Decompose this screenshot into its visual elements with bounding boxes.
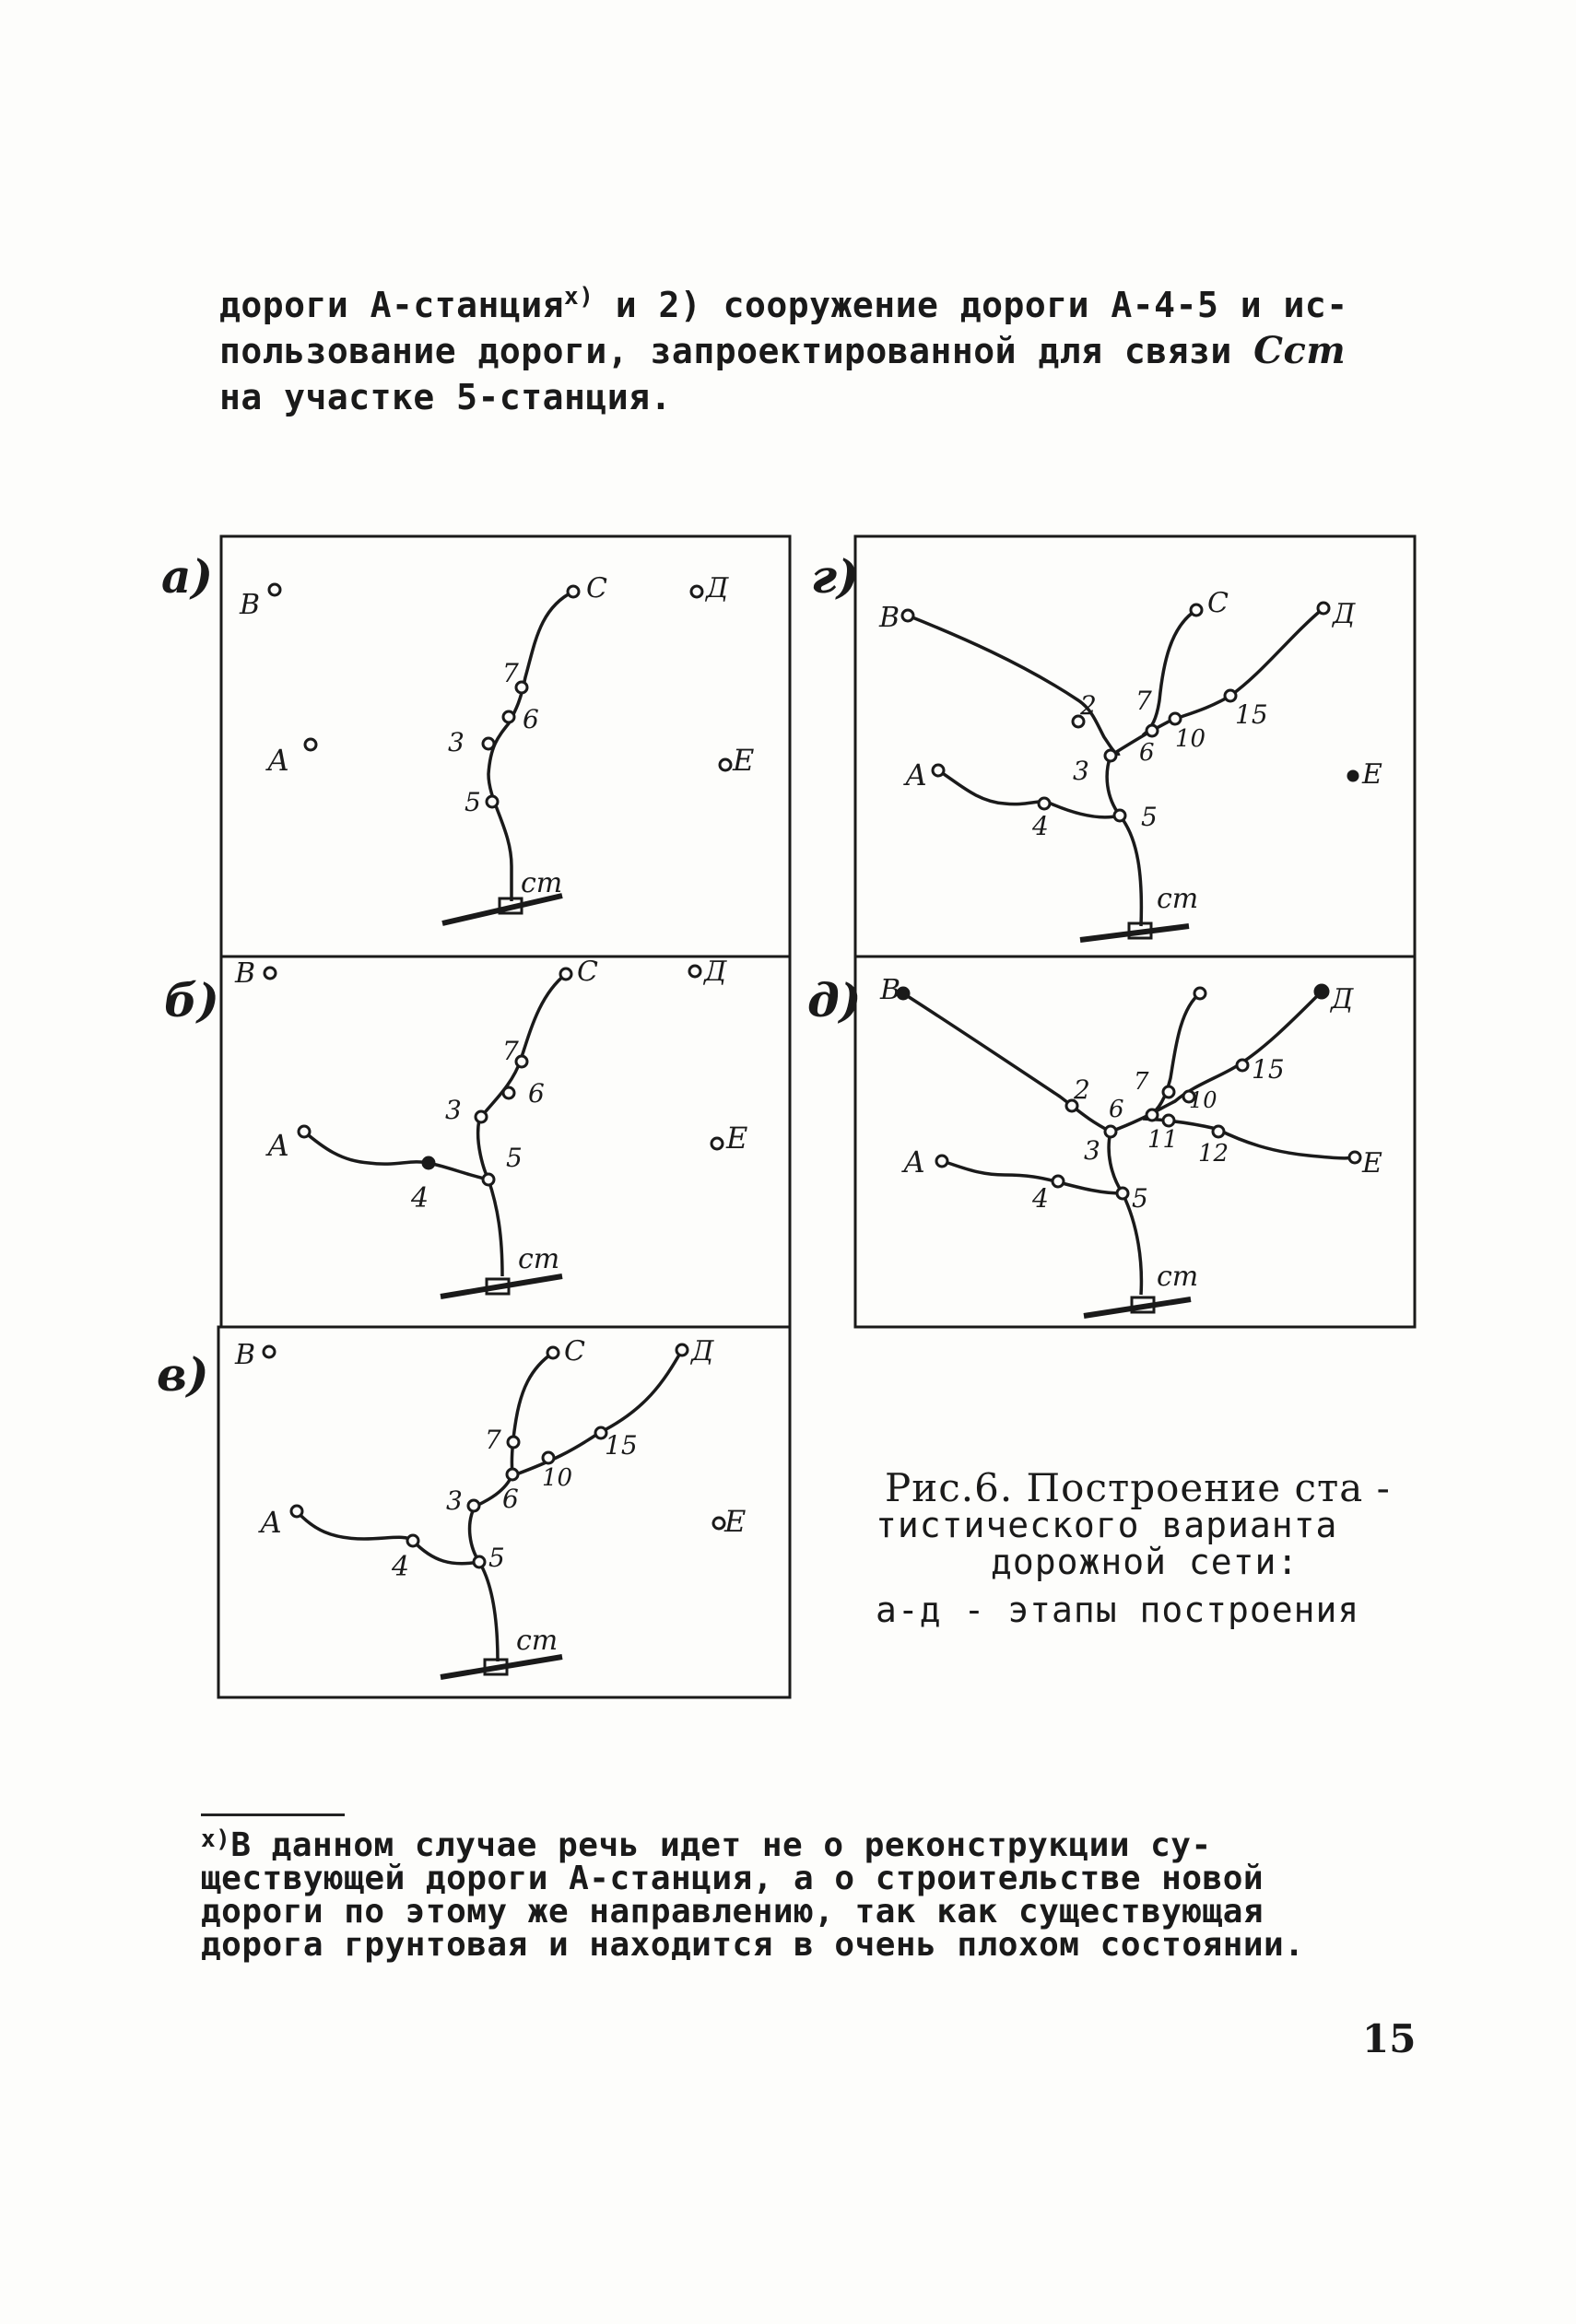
top-line-2-italic: Сст (1253, 329, 1347, 372)
node-6-d (1147, 1109, 1158, 1121)
label-5-b: 5 (506, 1143, 523, 1173)
node-5-a (487, 796, 498, 807)
node-4-d (1053, 1176, 1064, 1187)
panel-letter-b: б) (164, 973, 219, 1027)
label-c-b: С (577, 956, 598, 988)
point-d-v (676, 1344, 688, 1356)
label-3-v: 3 (446, 1485, 463, 1516)
point-c-a (568, 586, 579, 597)
label-15-g: 15 (1235, 699, 1268, 730)
label-d-b: Д (704, 956, 727, 988)
label-10-v: 10 (542, 1464, 573, 1492)
label-d-g: Д (1333, 598, 1356, 630)
caption-line-1: Рис.6. Построение ста - (885, 1465, 1391, 1510)
point-d-a (691, 586, 702, 597)
top-line-2-text: пользование дороги, запроектированной для связи (219, 331, 1254, 371)
label-a-b: А (267, 1128, 290, 1163)
node-11-d (1163, 1115, 1174, 1126)
point-c-b (560, 968, 571, 980)
label-7-d: 7 (1134, 1068, 1149, 1096)
label-6-v: 6 (502, 1484, 519, 1514)
node-5-g (1114, 810, 1125, 821)
label-b-v: В (235, 1339, 256, 1371)
node-7-v (508, 1437, 519, 1448)
road-d-b2 (903, 993, 1111, 1132)
label-e-v: Е (724, 1504, 747, 1539)
point-c-g (1191, 604, 1202, 616)
label-st-b: ст (518, 1243, 560, 1275)
label-6-b: 6 (528, 1078, 545, 1109)
point-d-d (1315, 985, 1328, 998)
label-st-d: ст (1157, 1261, 1199, 1293)
node-3-g (1105, 750, 1116, 761)
label-5-v: 5 (488, 1543, 505, 1573)
point-d-b (689, 966, 700, 977)
label-5-g: 5 (1141, 802, 1158, 832)
point-a-a (305, 739, 316, 750)
footnote-line-2: ществующей дороги А-станция, а о строительстве новой (201, 1860, 1264, 1897)
label-e-g: Е (1362, 758, 1382, 791)
road-g-b2 (908, 616, 1120, 754)
label-d-d: Д (1331, 983, 1354, 1015)
footnote-marker: x) (564, 283, 594, 311)
label-3-d: 3 (1084, 1135, 1100, 1166)
label-11-d: 11 (1147, 1126, 1179, 1154)
point-e-g (1348, 771, 1358, 781)
node-6-b (503, 1087, 514, 1098)
label-b-d: В (880, 974, 901, 1006)
node-4-b (423, 1157, 434, 1168)
label-c-g: С (1207, 587, 1229, 619)
point-e-d (1349, 1152, 1360, 1163)
label-b-b: В (235, 957, 256, 990)
panel-v-content (234, 1335, 746, 1677)
label-a-v: А (260, 1505, 283, 1540)
node-6-a (503, 711, 514, 722)
node-4-g (1039, 798, 1050, 809)
top-line-1-rest: и 2) сооружение дороги А-4-5 и ис- (594, 285, 1348, 325)
node-3-d (1105, 1126, 1116, 1137)
point-a-d (936, 1156, 947, 1167)
figure-caption (876, 1465, 1447, 1630)
label-10-g: 10 (1175, 725, 1206, 753)
label-7-v: 7 (485, 1425, 501, 1455)
point-a-b (299, 1126, 310, 1137)
point-c-v (547, 1347, 559, 1358)
label-6-a: 6 (523, 704, 539, 734)
panel-d-content (879, 974, 1382, 1316)
point-a-g (933, 765, 944, 776)
road-b-a4 (304, 1132, 488, 1180)
label-15-v: 15 (605, 1430, 638, 1461)
caption-line-4: а-д - этапы построения (876, 1590, 1360, 1630)
road-g-main (1107, 756, 1141, 926)
caption-line-3: дорожной сети: (991, 1542, 1300, 1582)
footnote-line-1 (201, 1825, 1427, 1864)
label-2-d: 2 (1074, 1074, 1090, 1105)
top-line-3: на участке 5-станция. (219, 377, 672, 417)
label-10-d: 10 (1189, 1087, 1217, 1113)
node-7-d (1163, 1086, 1174, 1097)
label-7-g: 7 (1135, 686, 1152, 716)
road-v-d (516, 1350, 682, 1474)
point-e-v (713, 1518, 724, 1529)
point-b-b (265, 968, 276, 979)
label-st-a: ст (521, 867, 563, 899)
label-a-g: А (905, 757, 928, 792)
label-e-b: Е (726, 1121, 748, 1156)
node-6-g (1147, 725, 1158, 736)
label-d-v: Д (691, 1335, 714, 1367)
label-6-g: 6 (1139, 739, 1155, 767)
footnote-sup: x) (201, 1825, 231, 1853)
point-b-a (269, 584, 280, 595)
label-b-a: В (240, 589, 261, 621)
footnote-line-3: дороги по этому же направлению, так как существующая (201, 1893, 1264, 1931)
panel-letter-v: в) (157, 1347, 209, 1402)
panel-letter-g: г) (811, 549, 859, 604)
label-15-d: 15 (1252, 1054, 1285, 1085)
caption-line-2: тистического варианта (876, 1505, 1338, 1545)
point-e-b (712, 1138, 723, 1149)
label-c-a: С (586, 572, 607, 604)
page-number: 15 (1362, 2016, 1417, 2061)
label-4-d: 4 (1032, 1183, 1049, 1214)
footnote-rule (201, 1813, 345, 1816)
panel-b-content (234, 956, 747, 1297)
road-g-d (1111, 608, 1323, 756)
footnote-line-4: дорога грунтовая и находится в очень плохом состоянии. (201, 1926, 1305, 1964)
label-b-g: В (879, 602, 900, 634)
label-4-g: 4 (1032, 811, 1049, 841)
label-5-d: 5 (1132, 1183, 1148, 1214)
panel-a-content (239, 572, 754, 923)
point-b-g (902, 610, 913, 621)
node-5-b (483, 1174, 494, 1185)
label-4-v: 4 (392, 1551, 410, 1583)
top-line-1-text: дороги А-станция (219, 285, 565, 325)
label-st-g: ст (1157, 883, 1199, 915)
node-5-v (474, 1556, 485, 1567)
point-d-g (1318, 603, 1329, 614)
node-3-b (476, 1111, 487, 1122)
label-2-g: 2 (1080, 690, 1097, 721)
label-c-v: С (564, 1335, 585, 1367)
point-e-a (720, 759, 731, 770)
point-c-d (1194, 988, 1206, 999)
label-a-a: А (267, 743, 290, 778)
node-6-v (507, 1469, 518, 1480)
label-d-a: Д (706, 572, 729, 604)
label-3-b: 3 (445, 1095, 462, 1125)
label-e-a: Е (733, 743, 755, 778)
label-7-a: 7 (502, 658, 519, 688)
road-g-a4 (938, 770, 1120, 817)
label-3-a: 3 (448, 727, 465, 757)
label-a-d: А (903, 1144, 926, 1180)
footnote-line-1-text: В данном случае речь идет не о реконструкции су- (230, 1826, 1212, 1864)
node-15-d (1237, 1060, 1248, 1071)
label-5-a: 5 (465, 787, 481, 817)
node-5-d (1117, 1188, 1128, 1199)
label-3-g: 3 (1073, 756, 1089, 786)
road-v-a4 (297, 1511, 479, 1564)
point-b-v (264, 1346, 275, 1357)
panel-letter-a: а) (161, 549, 214, 604)
panel-g-content (878, 587, 1382, 940)
label-st-v: ст (516, 1625, 559, 1657)
node-3-a (483, 738, 494, 749)
node-3-v (468, 1500, 479, 1511)
label-4-b: 4 (411, 1182, 429, 1215)
point-a-v (291, 1506, 302, 1517)
footnote (201, 1825, 1427, 1964)
node-10-g (1170, 713, 1181, 724)
label-12-d: 12 (1198, 1140, 1229, 1168)
panel-letter-d: д) (807, 973, 862, 1027)
node-4-v (407, 1535, 418, 1546)
road-b-main (478, 974, 566, 1276)
node-10-v (543, 1452, 554, 1463)
label-e-d: Е (1362, 1147, 1382, 1180)
road-a-main (488, 592, 573, 901)
panel-frame-b (221, 957, 790, 1327)
panel-frame-g (855, 536, 1415, 957)
label-6-d: 6 (1109, 1096, 1124, 1123)
node-12-d (1213, 1126, 1224, 1137)
label-7-b: 7 (502, 1036, 519, 1066)
